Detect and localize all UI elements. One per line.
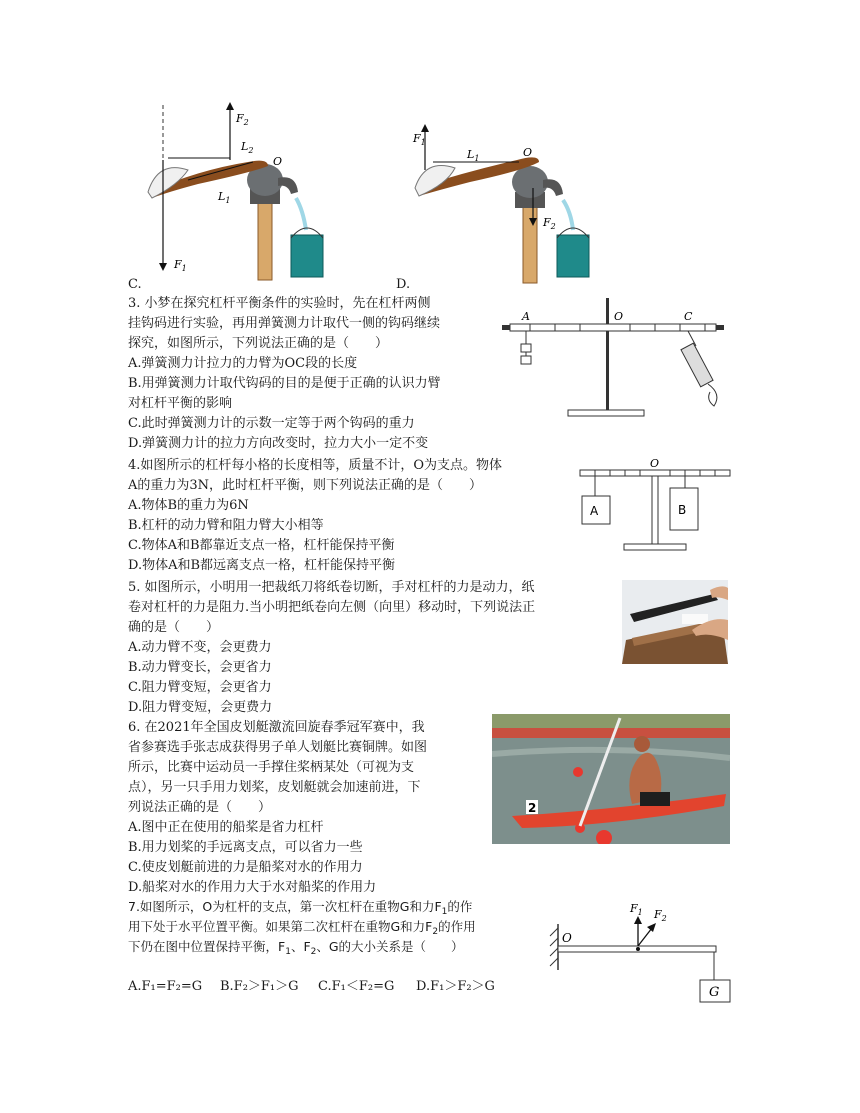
lever-spring-scale-figure [500, 296, 732, 422]
q7-option-d: D.F₁＞F₂＞G [416, 979, 495, 994]
q6-option-b: B.用力划桨的手远离支点，可以省力一些 [128, 840, 363, 855]
option-d-label: D. [396, 277, 411, 292]
q7-option-b: B.F₂＞F₁＞G [220, 979, 299, 994]
q7-option-a: A.F₁=F₂=G [128, 979, 203, 994]
q5-line-2: 卷对杠杆的力是阻力.当小明把纸卷向左侧（向里）移动时，下列说法正 [128, 600, 536, 615]
q7-line-2: 用下处于水平位置平衡。如果第二次杠杆在重物G和力$F_2$的作用 [128, 919, 476, 937]
svg-text:F1: $F_1$ [630, 902, 643, 917]
q7-option-c: C.F₁＜F₂=G [318, 979, 395, 994]
svg-text:F1: $F_1$ [174, 258, 187, 273]
q3-option-a: A.弹簧测力计拉力的力臂为OC段的长度 [128, 356, 358, 371]
svg-text:F2: $F_2$ [543, 216, 556, 231]
svg-text:F2: $F_2$ [654, 908, 667, 923]
pump-lever-figure-d [405, 120, 605, 285]
svg-text:O: O [614, 310, 624, 323]
q7-line-1: 7.如图所示，O为杠杆的支点，第一次杠杆在重物G和力$F_1$的作 [128, 899, 473, 917]
q4-option-a: A.物体B的重力为6N [128, 498, 249, 513]
q3-option-b: B.用弹簧测力计取代钩码的目的是便于正确的认识力臂 [128, 376, 441, 391]
q5-option-b: B.动力臂变长，会更省力 [128, 660, 272, 675]
svg-text:F2: $F_2$ [236, 112, 249, 127]
lever-ab-figure [578, 456, 732, 554]
svg-text:L1: $L_1$ [218, 190, 231, 205]
svg-text:A: A [590, 504, 599, 518]
q4-option-b: B.杠杆的动力臂和阻力臂大小相等 [128, 518, 324, 533]
svg-text:C: C [684, 310, 693, 323]
q3-line-3: 探究，如图所示，下列说法正确的是（ ） [128, 336, 389, 351]
q5-option-a: A.动力臂不变，会更费力 [128, 640, 272, 655]
lever-weight-figure [546, 896, 734, 1008]
q6-line-5: 列说法正确的是（ ） [128, 800, 272, 815]
q5-option-d: D.阻力臂变短，会更费力 [128, 700, 273, 715]
svg-text:O: O [523, 146, 533, 159]
svg-text:A: A [522, 310, 530, 323]
q4-option-d: D.物体A和B都远离支点一格，杠杆能保持平衡 [128, 558, 396, 573]
paper-cutter-photo [622, 580, 728, 664]
svg-text:L1: $L_1$ [467, 148, 480, 163]
q6-line-4: 点），另一只手用力划桨，皮划艇就会加速前进，下 [128, 780, 421, 795]
svg-text:O: O [562, 931, 572, 945]
q6-option-a: A.图中正在使用的船桨是省力杠杆 [128, 820, 324, 835]
q5-option-c: C.阻力臂变短，会更省力 [128, 680, 272, 695]
svg-text:O: O [650, 457, 660, 470]
svg-text:G: G [709, 985, 720, 1000]
svg-text:O: O [273, 155, 283, 168]
q5-line-1: 5. 如图所示，小明用一把裁纸刀将纸卷切断，手对杠杆的力是动力，纸 [128, 580, 535, 595]
q5-line-3: 确的是（ ） [128, 620, 220, 635]
q4-line-1: 4.如图所示的杠杆每小格的长度相等，质量不计，O为支点。物体 [128, 458, 503, 473]
svg-text:F1: $F_1$ [413, 132, 426, 147]
pump-lever-figure-c [128, 100, 328, 285]
option-c-label: C. [128, 277, 142, 292]
q6-option-c: C.使皮划艇前进的力是船桨对水的作用力 [128, 860, 363, 875]
svg-text:B: B [678, 503, 687, 517]
svg-text:2: 2 [528, 801, 537, 815]
q6-line-1: 6. 在2021年全国皮划艇激流回旋春季冠军赛中，我 [128, 720, 425, 735]
q6-line-2: 省参赛选手张志成获得男子单人划艇比赛铜牌。如图 [128, 740, 428, 755]
svg-text:L2: $L_2$ [241, 140, 254, 155]
q3-option-c: C.此时弹簧测力计的示数一定等于两个钩码的重力 [128, 416, 415, 431]
q3-line-1: 3. 小梦在探究杠杆平衡条件的实验时，先在杠杆两侧 [128, 296, 431, 311]
canoe-race-photo [492, 714, 730, 844]
q4-line-2: A的重力为3N，此时杠杆平衡，则下列说法正确的是（ ） [128, 478, 483, 493]
q3-option-b-cont: 对杠杆平衡的影响 [128, 396, 233, 411]
q7-line-3: 下仍在图中位置保持平衡，$F_1$、$F_2$、G的大小关系是（ ） [128, 939, 464, 957]
q4-option-c: C.物体A和B都靠近支点一格，杠杆能保持平衡 [128, 538, 395, 553]
q3-line-2: 挂钩码进行实验，再用弹簧测力计取代一侧的钩码继续 [128, 316, 441, 331]
q6-line-3: 所示，比赛中运动员一手撑住桨柄某处（可视为支 [128, 760, 415, 775]
q3-option-d: D.弹簧测力计的拉力方向改变时，拉力大小一定不变 [128, 436, 429, 451]
q6-option-d: D.船桨对水的作用力大于水对船桨的作用力 [128, 880, 377, 895]
